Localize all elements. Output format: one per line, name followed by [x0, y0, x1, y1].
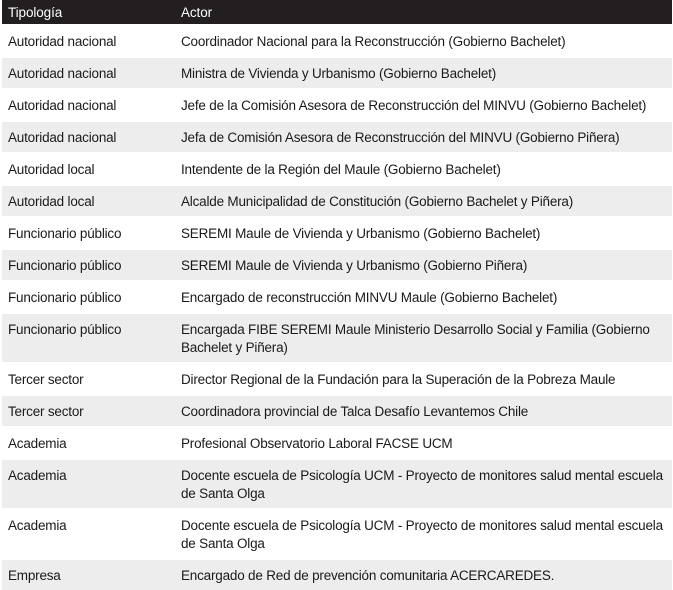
- cell-actor: Ministra de Vivienda y Urbanismo (Gobierno Bachelet): [181, 66, 497, 81]
- table-row: [2, 427, 672, 459]
- cell-tipologia: Academia: [8, 468, 67, 483]
- cell-tipologia: Autoridad nacional: [8, 98, 117, 113]
- cell-tipologia: Tercer sector: [8, 372, 84, 387]
- cell-tipologia: Funcionario público: [8, 226, 122, 241]
- table-row: [2, 25, 672, 57]
- table-row: [2, 363, 672, 395]
- table-row: [2, 89, 672, 121]
- cell-actor: Docente escuela de Psicología UCM - Proyecto de monitores salud mental escuela de Santa Olga: [181, 518, 663, 551]
- cell-tipologia: Academia: [8, 436, 67, 451]
- table-row: [2, 509, 672, 559]
- cell-actor: Encargada FIBE SEREMI Maule Ministerio Desarrollo Social y Familia (Gobierno Bachelet y Piñera): [181, 322, 650, 355]
- table-row: [2, 313, 672, 363]
- cell-tipologia: Autoridad local: [8, 194, 95, 209]
- cell-actor: SEREMI Maule de Vivienda y Urbanismo (Gobierno Bachelet): [181, 226, 541, 241]
- table-row: [2, 249, 672, 281]
- cell-tipologia: Autoridad local: [8, 162, 95, 177]
- actors-table: [2, 0, 672, 590]
- table-row: [2, 185, 672, 217]
- cell-tipologia: Autoridad nacional: [8, 34, 117, 49]
- cell-tipologia: Empresa: [8, 568, 61, 583]
- cell-tipologia: Funcionario público: [8, 322, 122, 337]
- cell-tipologia: Funcionario público: [8, 258, 122, 273]
- cell-actor: Coordinador Nacional para la Reconstrucción (Gobierno Bachelet): [181, 34, 566, 49]
- cell-actor: Coordinadora provincial de Talca Desafío Levantemos Chile: [181, 404, 529, 419]
- cell-actor: Intendente de la Región del Maule (Gobierno Bachelet): [181, 162, 501, 177]
- table-row: [2, 217, 672, 249]
- header-actor: Actor: [181, 5, 213, 20]
- cell-tipologia: Funcionario público: [8, 290, 122, 305]
- table-row: [2, 153, 672, 185]
- table-row: [2, 281, 672, 313]
- header-tipologia: Tipología: [8, 5, 63, 20]
- cell-actor: Docente escuela de Psicología UCM - Proyecto de monitores salud mental escuela de Santa Olga: [181, 468, 663, 501]
- cell-actor: Alcalde Municipalidad de Constitución (Gobierno Bachelet y Piñera): [181, 194, 574, 209]
- cell-actor: Encargado de reconstrucción MINVU Maule (Gobierno Bachelet): [181, 290, 558, 305]
- table-row: [2, 559, 672, 590]
- cell-tipologia: Academia: [8, 518, 67, 533]
- cell-actor: Director Regional de la Fundación para la Superación de la Pobreza Maule: [181, 372, 616, 387]
- header-row: [2, 0, 672, 25]
- cell-actor: SEREMI Maule de Vivienda y Urbanismo (Gobierno Piñera): [181, 258, 528, 273]
- cell-tipologia: Tercer sector: [8, 404, 84, 419]
- table-row: [2, 395, 672, 427]
- cell-actor: Encargado de Red de prevención comunitaria ACERCAREDES.: [181, 568, 555, 583]
- cell-tipologia: Autoridad nacional: [8, 66, 117, 81]
- cell-tipologia: Autoridad nacional: [8, 130, 117, 145]
- cell-actor: Profesional Observatorio Laboral FACSE UCM: [181, 436, 453, 451]
- cell-actor: Jefe de la Comisión Asesora de Reconstrucción del MINVU (Gobierno Bachelet): [181, 98, 647, 113]
- cell-actor: Jefa de Comisión Asesora de Reconstrucción del MINVU (Gobierno Piñera): [181, 130, 620, 145]
- table-row: [2, 57, 672, 89]
- table-row: [2, 121, 672, 153]
- table-row: [2, 459, 672, 509]
